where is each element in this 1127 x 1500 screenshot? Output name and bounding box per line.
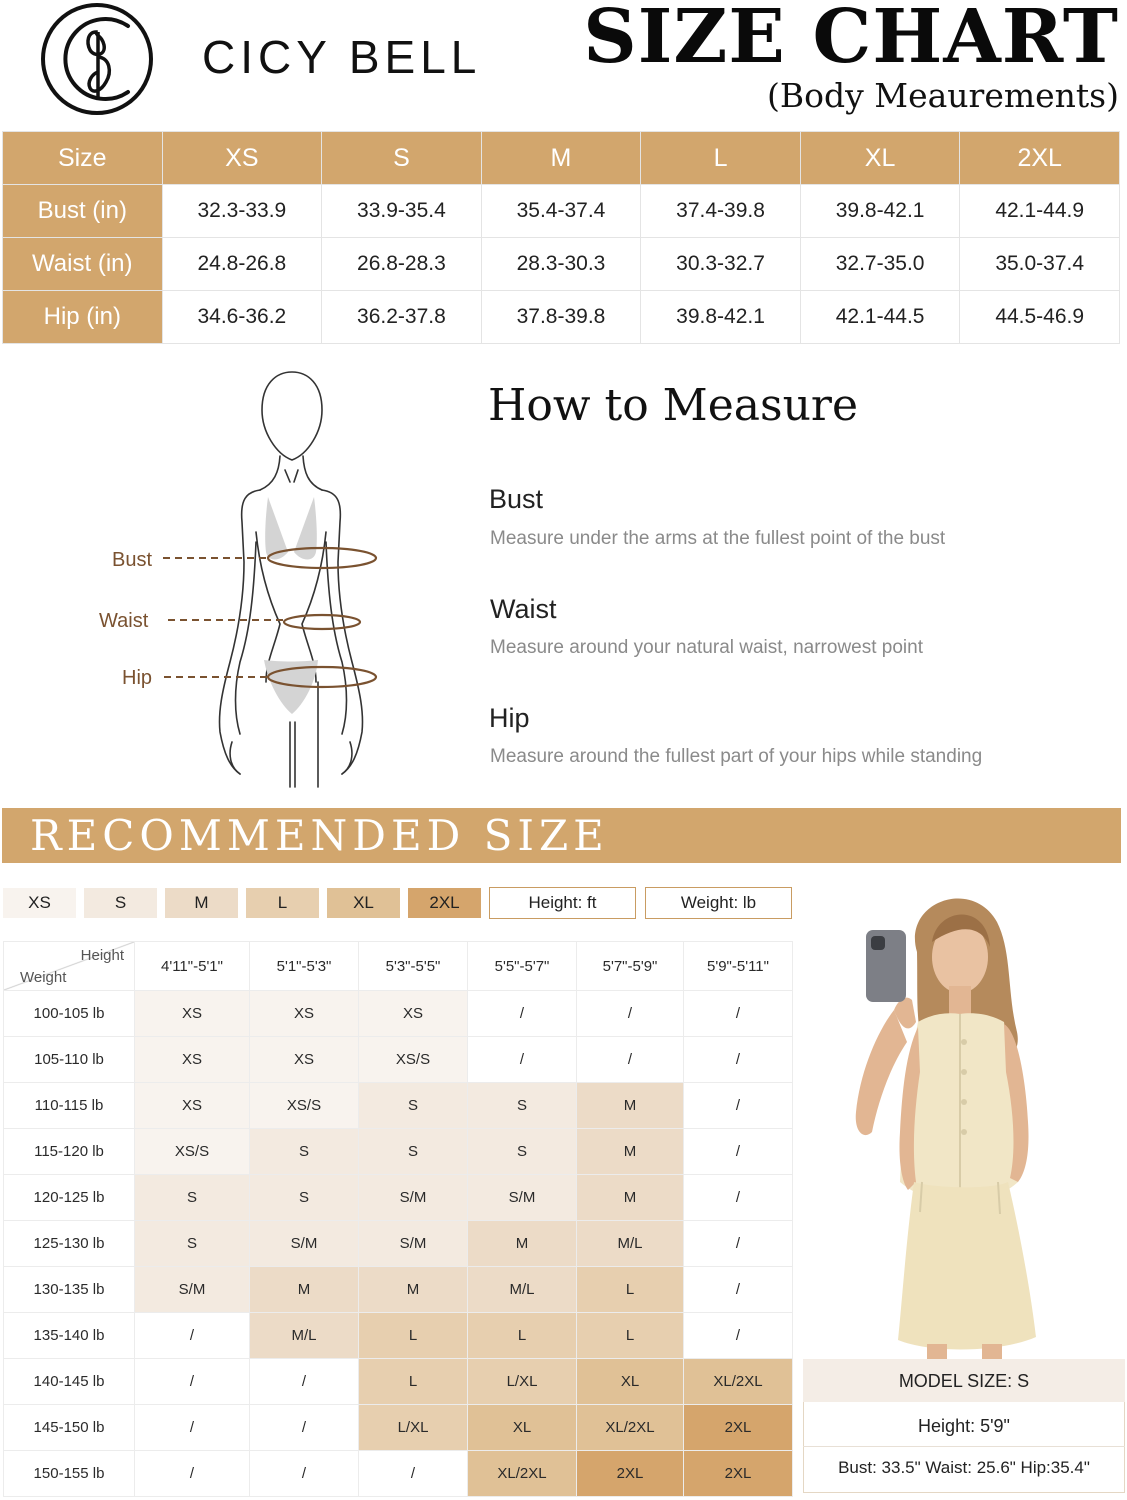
- size-cell: L/XL: [359, 1405, 468, 1451]
- model-measurements: Bust: 33.5" Waist: 25.6" Hip:35.4": [838, 1458, 1090, 1477]
- size-cell: /: [577, 991, 684, 1037]
- grid-corner: [4, 942, 135, 991]
- weight-label: 105-110 lb: [4, 1037, 135, 1083]
- size-cell: S: [250, 1129, 359, 1175]
- model-height: Height: 5'9": [803, 1406, 1125, 1447]
- recommended-size-grid: [3, 941, 793, 1497]
- table-cell: 32.3-33.9: [162, 185, 322, 238]
- brand-logo-icon: [38, 2, 156, 116]
- size-cell: L: [468, 1313, 577, 1359]
- size-cell: M/L: [577, 1221, 684, 1267]
- weight-label: 100-105 lb: [4, 991, 135, 1037]
- body-measurement-figure: [90, 362, 430, 792]
- row-label: Waist (in): [3, 238, 163, 291]
- table-row: [4, 1175, 793, 1221]
- size-cell: XL/2XL: [468, 1451, 577, 1497]
- size-cell: L: [577, 1313, 684, 1359]
- body-measurement-table: [2, 131, 1120, 344]
- size-cell: /: [250, 1405, 359, 1451]
- table-cell: 30.3-32.7: [641, 238, 801, 291]
- table-cell: 32.7-35.0: [800, 238, 960, 291]
- size-cell: /: [684, 1313, 793, 1359]
- size-cell: S: [359, 1083, 468, 1129]
- size-cell: S/M: [250, 1221, 359, 1267]
- size-cell: /: [468, 1037, 577, 1083]
- size-cell: /: [684, 1267, 793, 1313]
- size-cell: XS: [135, 1037, 250, 1083]
- size-cell: XL: [468, 1405, 577, 1451]
- size-cell: S/M: [359, 1175, 468, 1221]
- size-cell: XL/2XL: [577, 1405, 684, 1451]
- size-cell: /: [684, 1175, 793, 1221]
- weight-label: 110-115 lb: [4, 1083, 135, 1129]
- corner-height-label: Height: [80, 947, 124, 964]
- table-cell: 33.9-35.4: [322, 185, 482, 238]
- legend-m: M: [165, 888, 238, 918]
- page-title: SIZE CHART: [583, 0, 1119, 80]
- table-row: [4, 1313, 793, 1359]
- size-cell: /: [684, 1037, 793, 1083]
- height-header: 4'11"-5'1": [135, 942, 250, 991]
- table-row: [4, 1037, 793, 1083]
- size-cell: XS: [250, 1037, 359, 1083]
- weight-label: 145-150 lb: [4, 1405, 135, 1451]
- size-cell: S: [359, 1129, 468, 1175]
- size-cell: XL: [577, 1359, 684, 1405]
- bust-title: Bust: [489, 484, 544, 514]
- size-cell: /: [577, 1037, 684, 1083]
- table-row: [4, 1405, 793, 1451]
- size-cell: M: [468, 1221, 577, 1267]
- table-cell: 24.8-26.8: [162, 238, 322, 291]
- size-cell: XS: [359, 991, 468, 1037]
- size-cell: XS/S: [359, 1037, 468, 1083]
- table-cell: 34.6-36.2: [162, 291, 322, 344]
- row-label: Bust (in): [3, 185, 163, 238]
- height-header: 5'5"-5'7": [468, 942, 577, 991]
- size-cell: 2XL: [684, 1451, 793, 1497]
- table-row: [3, 291, 1120, 344]
- table-cell: 37.8-39.8: [481, 291, 641, 344]
- height-header: 5'7"-5'9": [577, 942, 684, 991]
- waist-title: Waist: [490, 594, 557, 624]
- size-cell: S: [135, 1175, 250, 1221]
- table-row: [4, 1451, 793, 1497]
- legend-height-unit: Height: ft: [489, 887, 636, 919]
- table-cell: 44.5-46.9: [960, 291, 1120, 344]
- size-cell: XS: [135, 1083, 250, 1129]
- table-cell: 39.8-42.1: [800, 185, 960, 238]
- table-row: [4, 1359, 793, 1405]
- size-cell: M: [250, 1267, 359, 1313]
- size-cell: /: [359, 1451, 468, 1497]
- size-cell: S: [468, 1129, 577, 1175]
- size-cell: S: [468, 1083, 577, 1129]
- table-row: [4, 991, 793, 1037]
- hip-description: Measure around the fullest part of your hips while standing: [490, 746, 983, 767]
- hip-title: Hip: [489, 703, 530, 733]
- size-cell: XS/S: [135, 1129, 250, 1175]
- size-cell: S: [250, 1175, 359, 1221]
- weight-label: 135-140 lb: [4, 1313, 135, 1359]
- size-cell: /: [684, 1129, 793, 1175]
- height-header: 5'1"-5'3": [250, 942, 359, 991]
- how-to-measure-title: How to Measure: [488, 380, 858, 431]
- weight-label: 115-120 lb: [4, 1129, 135, 1175]
- figure-label-hip: Hip: [122, 667, 153, 689]
- table-cell: 37.4-39.8: [641, 185, 801, 238]
- height-header: 5'9"-5'11": [684, 942, 793, 991]
- size-cell: /: [135, 1405, 250, 1451]
- bust-description: Measure under the arms at the fullest point of the bust: [490, 528, 946, 549]
- size-header: 2XL: [960, 132, 1120, 185]
- size-cell: /: [135, 1313, 250, 1359]
- table-cell: 35.0-37.4: [960, 238, 1120, 291]
- figure-label-bust: Bust: [112, 549, 153, 571]
- size-cell: S/M: [468, 1175, 577, 1221]
- legend-s: S: [84, 888, 157, 918]
- table-row: [4, 1221, 793, 1267]
- legend-l: L: [246, 888, 319, 918]
- size-cell: /: [684, 1083, 793, 1129]
- size-cell: XS: [250, 991, 359, 1037]
- size-cell: L/XL: [468, 1359, 577, 1405]
- table-row: [4, 1267, 793, 1313]
- table-cell: 42.1-44.5: [800, 291, 960, 344]
- size-cell: L: [577, 1267, 684, 1313]
- weight-label: 140-145 lb: [4, 1359, 135, 1405]
- table-cell: 39.8-42.1: [641, 291, 801, 344]
- size-cell: /: [250, 1359, 359, 1405]
- weight-label: 120-125 lb: [4, 1175, 135, 1221]
- legend-xs: XS: [3, 888, 76, 918]
- weight-label: 125-130 lb: [4, 1221, 135, 1267]
- table-cell: 42.1-44.9: [960, 185, 1120, 238]
- size-header: XL: [800, 132, 960, 185]
- table-cell: 26.8-28.3: [322, 238, 482, 291]
- size-cell: /: [684, 1221, 793, 1267]
- size-cell: XS/S: [250, 1083, 359, 1129]
- size-header-corner: Size: [3, 132, 163, 185]
- table-cell: 28.3-30.3: [481, 238, 641, 291]
- recommended-title: RECOMMENDED SIZE: [30, 811, 609, 860]
- table-row: [3, 238, 1120, 291]
- size-cell: S: [135, 1221, 250, 1267]
- weight-label: 150-155 lb: [4, 1451, 135, 1497]
- size-cell: M/L: [250, 1313, 359, 1359]
- size-header: XS: [162, 132, 322, 185]
- size-cell: M: [359, 1267, 468, 1313]
- legend-2xl: 2XL: [408, 888, 481, 918]
- size-cell: /: [135, 1451, 250, 1497]
- height-header: 5'3"-5'5": [359, 942, 468, 991]
- size-cell: /: [684, 991, 793, 1037]
- size-cell: M: [577, 1175, 684, 1221]
- model-photo: [822, 882, 1114, 1360]
- page-subtitle: (Body Meaurements): [767, 76, 1119, 115]
- size-cell: S/M: [359, 1221, 468, 1267]
- table-cell: 35.4-37.4: [481, 185, 641, 238]
- table-row: [3, 185, 1120, 238]
- row-label: Hip (in): [3, 291, 163, 344]
- table-row: [4, 1083, 793, 1129]
- waist-description: Measure around your natural waist, narrowest point: [490, 637, 924, 658]
- size-header: L: [641, 132, 801, 185]
- size-cell: M: [577, 1129, 684, 1175]
- recommended-grid-body: [4, 991, 793, 1497]
- size-header: S: [322, 132, 482, 185]
- table-cell: 36.2-37.8: [322, 291, 482, 344]
- size-cell: L: [359, 1313, 468, 1359]
- size-cell: M: [577, 1083, 684, 1129]
- size-cell: XS: [135, 991, 250, 1037]
- legend-xl: XL: [327, 888, 400, 918]
- weight-label: 130-135 lb: [4, 1267, 135, 1313]
- table-row: [4, 1129, 793, 1175]
- size-cell: M/L: [468, 1267, 577, 1313]
- corner-weight-label: Weight: [20, 969, 67, 986]
- figure-label-waist: Waist: [99, 610, 149, 632]
- size-cell: L: [359, 1359, 468, 1405]
- size-cell: S/M: [135, 1267, 250, 1313]
- size-cell: 2XL: [684, 1405, 793, 1451]
- size-cell: /: [135, 1359, 250, 1405]
- brand-name: CICY BELL: [202, 31, 482, 83]
- legend-weight-unit: Weight: lb: [645, 887, 792, 919]
- size-cell: /: [250, 1451, 359, 1497]
- model-size: MODEL SIZE: S: [803, 1359, 1125, 1402]
- size-header: M: [481, 132, 641, 185]
- size-cell: /: [468, 991, 577, 1037]
- size-cell: 2XL: [577, 1451, 684, 1497]
- size-cell: XL/2XL: [684, 1359, 793, 1405]
